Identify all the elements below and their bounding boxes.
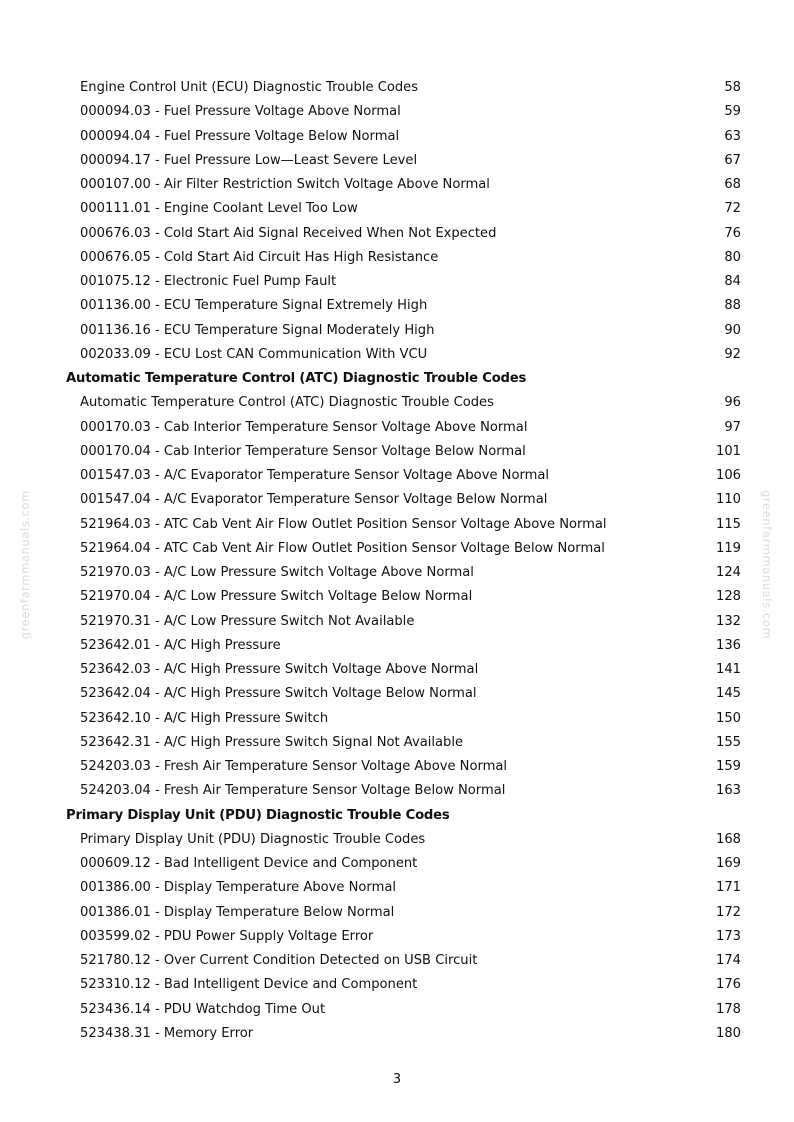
toc-entry-page: 80	[724, 249, 741, 265]
toc-entry-page: 119	[716, 540, 741, 556]
toc-entry-page: 168	[716, 831, 741, 847]
toc-entry[interactable]	[0, 998, 794, 1022]
toc-entry-title: 000170.03 - Cab Interior Temperature Sensor Voltage Above Normal	[80, 419, 528, 435]
toc-entry[interactable]	[0, 658, 794, 682]
toc-entry-title: 001136.00 - ECU Temperature Signal Extremely High	[80, 298, 428, 314]
toc-entry-page: 174	[716, 953, 741, 968]
toc-entry-page: 84	[724, 274, 741, 289]
toc-entry[interactable]	[0, 610, 794, 634]
toc-entry-title: 523642.10 - A/C High Pressure Switch	[80, 710, 329, 726]
toc-entry-title: 521970.03 - A/C Low Pressure Switch Voltage Above Normal	[80, 565, 474, 580]
toc-entry-title: 521970.31 - A/C Low Pressure Switch Not Available	[80, 613, 415, 629]
toc-entry-page: 132	[716, 613, 741, 629]
toc-entry-title: 523642.01 - A/C High Pressure	[80, 637, 281, 653]
toc-entry-title: 002033.09 - ECU Lost CAN Communication With VCU	[80, 346, 428, 362]
toc-entry[interactable]	[0, 731, 794, 755]
toc-entry[interactable]	[0, 925, 794, 949]
toc-entry[interactable]	[0, 173, 794, 197]
toc-entry[interactable]	[0, 440, 794, 464]
toc-entry-title: 521780.12 - Over Current Condition Detected on USB Circuit	[80, 953, 478, 968]
toc-entry-page: 92	[724, 346, 741, 362]
toc-entry[interactable]	[0, 707, 794, 731]
toc-entry-page: 150	[716, 710, 741, 726]
toc-entry[interactable]	[0, 319, 794, 343]
toc-entry[interactable]	[0, 343, 794, 367]
toc-entry[interactable]	[0, 294, 794, 318]
toc-entry[interactable]	[0, 270, 794, 294]
toc-entry-title: 523642.03 - A/C High Pressure Switch Voltage Above Normal	[80, 662, 479, 677]
toc-entry-page: 169	[716, 856, 741, 871]
toc-entry-title: Primary Display Unit (PDU) Diagnostic Trouble Codes	[80, 831, 426, 847]
toc-entry-page: 97	[724, 419, 741, 435]
toc-entry-title: 001547.03 - A/C Evaporator Temperature Sensor Voltage Above Normal	[80, 468, 550, 483]
toc-entry-title: 000094.03 - Fuel Pressure Voltage Above Normal	[80, 104, 401, 120]
toc-entry-page: 106	[716, 468, 741, 483]
page-number: 3	[392, 1072, 402, 1087]
toc-section-heading[interactable]	[0, 367, 794, 391]
toc-entry[interactable]	[0, 973, 794, 997]
toc-entry-title: 523436.14 - PDU Watchdog Time Out	[80, 1001, 326, 1017]
table-of-contents	[0, 76, 794, 1046]
watermark-left: greenfarmmanuals.com	[18, 490, 32, 640]
toc-entry-page: 96	[724, 395, 741, 411]
toc-entry-page: 178	[716, 1001, 741, 1017]
toc-entry-title: 000094.04 - Fuel Pressure Voltage Below Normal	[80, 128, 400, 144]
toc-entry-title: 521964.04 - ATC Cab Vent Air Flow Outlet Position Sensor Voltage Below Normal	[80, 540, 605, 556]
toc-entry[interactable]	[0, 76, 794, 100]
toc-entry-page: 72	[724, 201, 741, 217]
toc-entry-page: 115	[716, 516, 741, 532]
toc-entry-title: 001075.12 - Electronic Fuel Pump Fault	[80, 274, 337, 289]
toc-entry-title: 000170.04 - Cab Interior Temperature Sensor Voltage Below Normal	[80, 443, 526, 459]
toc-entry-title: 001547.04 - A/C Evaporator Temperature Sensor Voltage Below Normal	[80, 492, 548, 508]
toc-entry-title: Engine Control Unit (ECU) Diagnostic Trouble Codes	[80, 80, 419, 95]
toc-entry-page: 88	[724, 298, 741, 314]
toc-entry[interactable]	[0, 488, 794, 512]
toc-entry-page: 136	[716, 637, 741, 653]
toc-entry-page: 171	[716, 880, 741, 896]
toc-entry-title: 521970.04 - A/C Low Pressure Switch Voltage Below Normal	[80, 589, 473, 605]
toc-entry-page: 173	[716, 928, 741, 944]
toc-section-heading[interactable]	[0, 804, 794, 828]
toc-entry[interactable]	[0, 222, 794, 246]
toc-entry-page: 163	[716, 783, 741, 799]
toc-entry-title: 000111.01 - Engine Coolant Level Too Low	[80, 201, 358, 217]
toc-entry-page: 76	[724, 225, 741, 241]
toc-entry[interactable]	[0, 876, 794, 900]
toc-entry-page: 172	[716, 904, 741, 920]
toc-entry[interactable]	[0, 125, 794, 149]
toc-section-title: Automatic Temperature Control (ATC) Diagnostic Trouble Codes	[66, 371, 527, 386]
toc-entry[interactable]	[0, 949, 794, 973]
toc-entry-title: 524203.04 - Fresh Air Temperature Sensor Voltage Below Normal	[80, 783, 506, 799]
toc-entry-title: 001386.01 - Display Temperature Below Normal	[80, 904, 395, 920]
toc-entry-page: 110	[716, 492, 741, 508]
toc-entry-title: 000676.05 - Cold Start Aid Circuit Has High Resistance	[80, 249, 439, 265]
toc-entry[interactable]	[0, 149, 794, 173]
toc-entry-page: 159	[716, 759, 741, 774]
toc-entry-page: 63	[724, 128, 741, 144]
toc-entry[interactable]	[0, 537, 794, 561]
toc-entry-page: 90	[724, 322, 741, 338]
toc-entry-page: 141	[716, 662, 741, 677]
toc-entry[interactable]	[0, 901, 794, 925]
toc-entry[interactable]	[0, 197, 794, 221]
toc-entry-page: 180	[716, 1025, 741, 1041]
toc-section-title: Primary Display Unit (PDU) Diagnostic Trouble Codes	[66, 807, 450, 823]
toc-entry-page: 128	[716, 589, 741, 605]
toc-entry-title: Automatic Temperature Control (ATC) Diagnostic Trouble Codes	[80, 395, 494, 411]
toc-entry-title: 521964.03 - ATC Cab Vent Air Flow Outlet Position Sensor Voltage Above Normal	[80, 516, 607, 532]
watermark-right: greenfarmmanuals.com	[760, 490, 774, 640]
toc-entry[interactable]	[0, 464, 794, 488]
toc-entry-title: 523438.31 - Memory Error	[80, 1025, 254, 1041]
toc-entry-page: 176	[716, 977, 741, 993]
toc-entry-title: 524203.03 - Fresh Air Temperature Sensor Voltage Above Normal	[80, 759, 508, 774]
toc-entry[interactable]	[0, 416, 794, 440]
toc-entry-title: 003599.02 - PDU Power Supply Voltage Error	[80, 928, 374, 944]
toc-entry-title: 523642.04 - A/C High Pressure Switch Voltage Below Normal	[80, 686, 477, 702]
toc-entry[interactable]	[0, 391, 794, 415]
toc-entry[interactable]	[0, 634, 794, 658]
toc-entry-title: 523310.12 - Bad Intelligent Device and Component	[80, 977, 418, 993]
toc-entry-title: 000107.00 - Air Filter Restriction Switch Voltage Above Normal	[80, 177, 490, 192]
toc-entry-page: 67	[724, 152, 741, 168]
toc-entry[interactable]	[0, 513, 794, 537]
toc-entry[interactable]	[0, 585, 794, 609]
toc-entry[interactable]	[0, 1022, 794, 1046]
toc-entry[interactable]	[0, 246, 794, 270]
toc-entry-title: 000609.12 - Bad Intelligent Device and Component	[80, 856, 418, 871]
toc-entry-page: 145	[716, 686, 741, 702]
toc-entry-title: 001386.00 - Display Temperature Above Normal	[80, 880, 397, 896]
toc-entry-page: 59	[724, 104, 741, 120]
toc-entry[interactable]	[0, 755, 794, 779]
toc-entry-page: 68	[724, 177, 741, 192]
toc-entry[interactable]	[0, 852, 794, 876]
toc-entry-page: 155	[716, 734, 741, 750]
toc-entry-page: 58	[724, 80, 741, 95]
toc-entry[interactable]	[0, 682, 794, 706]
toc-entry-page: 101	[716, 443, 741, 459]
toc-entry[interactable]	[0, 561, 794, 585]
toc-entry[interactable]	[0, 779, 794, 803]
toc-entry-title: 001136.16 - ECU Temperature Signal Moderately High	[80, 322, 435, 338]
toc-entry-page: 124	[716, 565, 741, 580]
toc-entry-title: 000676.03 - Cold Start Aid Signal Received When Not Expected	[80, 225, 497, 241]
toc-entry[interactable]	[0, 828, 794, 852]
toc-entry-title: 000094.17 - Fuel Pressure Low—Least Severe Level	[80, 152, 418, 168]
toc-entry-title: 523642.31 - A/C High Pressure Switch Signal Not Available	[80, 734, 464, 750]
toc-entry[interactable]	[0, 100, 794, 124]
